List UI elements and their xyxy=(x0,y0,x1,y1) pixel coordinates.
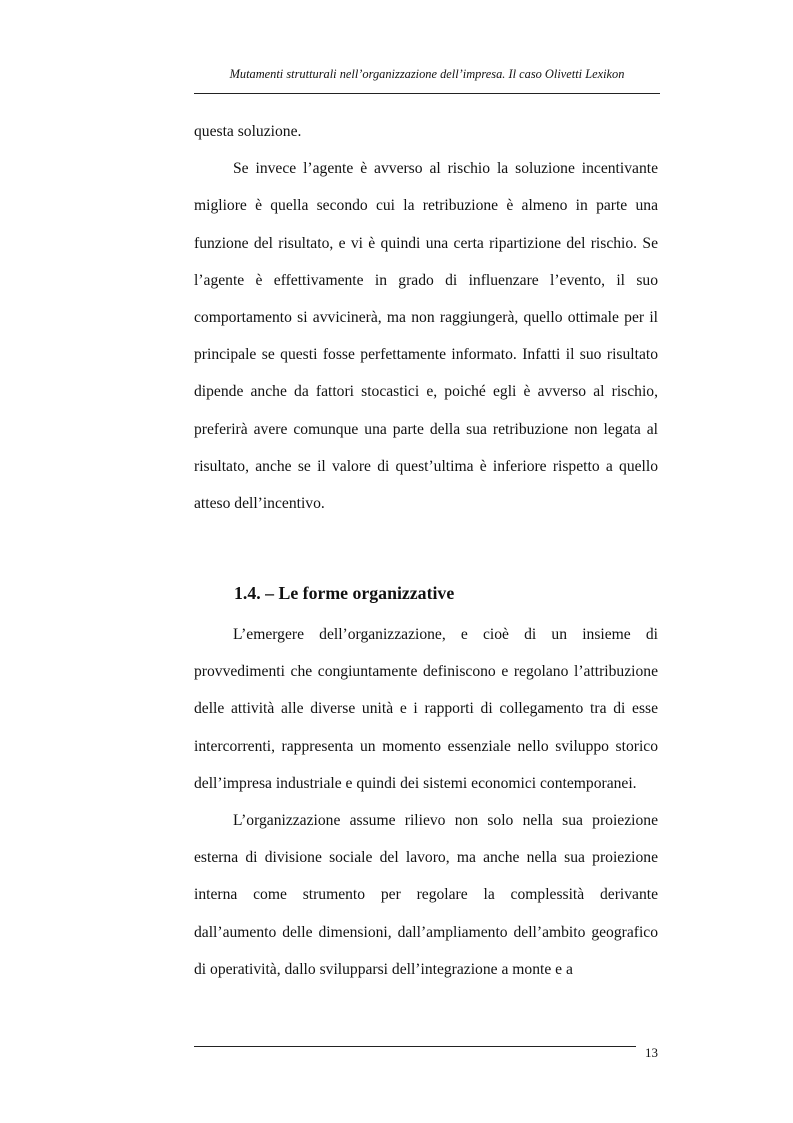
paragraph-emergence-of-organization: L’emergere dell’organizzazione, e cioè di un insieme di provvedimenti che congiuntamente definiscono e regolano l’attribuzione delle attività alle diverse unità e i rapporti di collegamento tra di esse intercorrenti, rappresenta un momento essenziale nello sviluppo storico dell’impresa industriale e quindi dei sistemi economici contemporanei. xyxy=(194,626,658,792)
footer-divider xyxy=(194,1046,636,1047)
running-header: Mutamenti strutturali nell’organizzazione dell’impresa. Il caso Olivetti Lexikon xyxy=(229,67,625,81)
paragraph-continuation: questa soluzione. xyxy=(194,123,302,140)
paragraph-risk-averse-agent: Se invece l’agente è avverso al rischio la soluzione incentivante migliore è quella secondo cui la retribuzione è almeno in parte una funzione del risultato, e vi è quindi una certa ripartizione del rischio. Se l’agente è effettivamente in grado di influenzare l’evento, il suo comportamento si avvicinerà, ma non raggiungerà, quello ottimale per il principale se questi fosse perfettamente informato. Infatti il suo risultato dipende anche da fattori stocastici e, poiché egli è avverso al rischio, preferirà avere comunque una parte della sua retribuzione non legata al risultato, anche se il valore di quest’ultima è inferiore rispetto a quello atteso dell’incentivo. xyxy=(194,160,658,513)
top-text-block xyxy=(194,113,658,522)
page-number: 13 xyxy=(645,1045,658,1060)
paragraph-organization-relevance: L’organizzazione assume rilievo non solo nella sua proiezione esterna di divisione sociale del lavoro, ma anche nella sua proiezione interna come strumento per regolare la complessità derivante dall’aumento delle dimensioni, dall’ampliamento dell’ambito geografico di operatività, dallo svilupparsi dell’integrazione a monte e a xyxy=(194,812,658,978)
section-heading: 1.4. – Le forme organizzative xyxy=(234,583,455,603)
header-divider xyxy=(194,93,660,94)
section-text-block xyxy=(194,616,658,988)
